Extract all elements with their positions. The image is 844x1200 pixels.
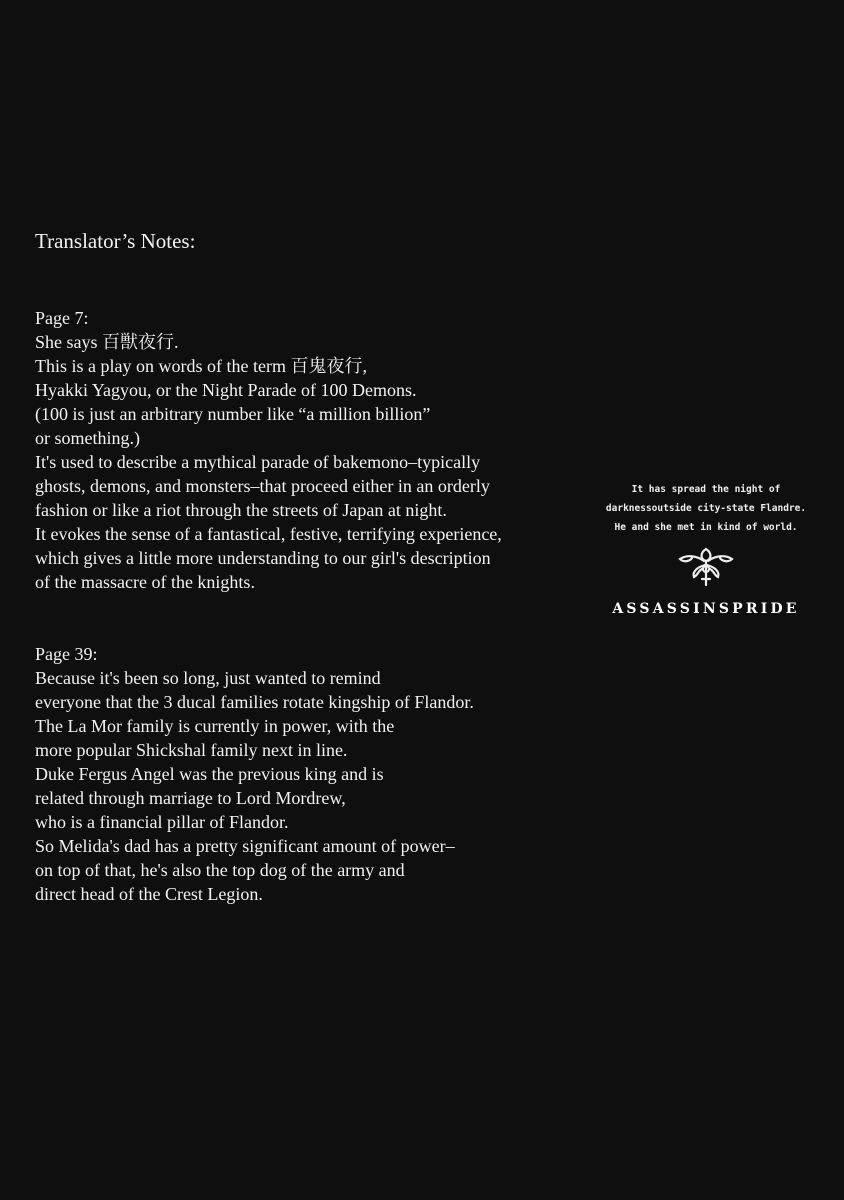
- logo-tagline-line: It has spread the night of: [631, 484, 781, 495]
- note-line: Duke Fergus Angel was the previous king and is: [35, 764, 384, 784]
- note-line: She says 百獣夜行.: [35, 332, 179, 352]
- note-line: Page 7:: [35, 308, 89, 328]
- note-line: on top of that, he's also the top dog of the army and: [35, 860, 405, 880]
- page-title: Translator’s Notes:: [35, 229, 196, 253]
- note-line: (100 is just an arbitrary number like “a million billion”: [35, 404, 431, 424]
- note-line: which gives a little more understanding to our girl's description: [35, 548, 491, 568]
- note-line: Because it's been so long, just wanted to remind: [35, 668, 381, 688]
- note-page-7: [35, 306, 502, 594]
- note-line: or something.): [35, 428, 140, 448]
- note-line: This is a play on words of the term 百鬼夜行,: [35, 356, 367, 376]
- logo-tagline-line: He and she met in kind of world.: [614, 522, 798, 533]
- note-line: who is a financial pillar of Flandor.: [35, 812, 289, 832]
- note-line: more popular Shickshal family next in line.: [35, 740, 348, 760]
- note-line: It's used to describe a mythical parade of bakemono–typically: [35, 452, 481, 472]
- logo-brand: ASSASSINSPRIDE: [612, 601, 800, 617]
- note-line: It evokes the sense of a fantastical, festive, terrifying experience,: [35, 524, 502, 544]
- assassins-pride-logo: [596, 480, 816, 617]
- note-line: of the massacre of the knights.: [35, 572, 255, 592]
- note-line: fashion or like a riot through the streets of Japan at night.: [35, 500, 447, 520]
- note-page-39: [35, 642, 474, 906]
- logo-tagline-line: darknessoutside city-state Flandre.: [605, 503, 807, 514]
- note-line: So Melida's dad has a pretty significant amount of power–: [35, 836, 455, 856]
- note-line: The La Mor family is currently in power, with the: [35, 716, 395, 736]
- ornament-icon: [676, 545, 736, 587]
- note-line: related through marriage to Lord Mordrew,: [35, 788, 346, 808]
- note-line: Hyakki Yagyou, or the Night Parade of 100 Demons.: [35, 380, 417, 400]
- note-line: Page 39:: [35, 644, 98, 664]
- note-line: direct head of the Crest Legion.: [35, 884, 263, 904]
- note-line: ghosts, demons, and monsters–that proceed either in an orderly: [35, 476, 490, 496]
- note-line: everyone that the 3 ducal families rotate kingship of Flandor.: [35, 692, 474, 712]
